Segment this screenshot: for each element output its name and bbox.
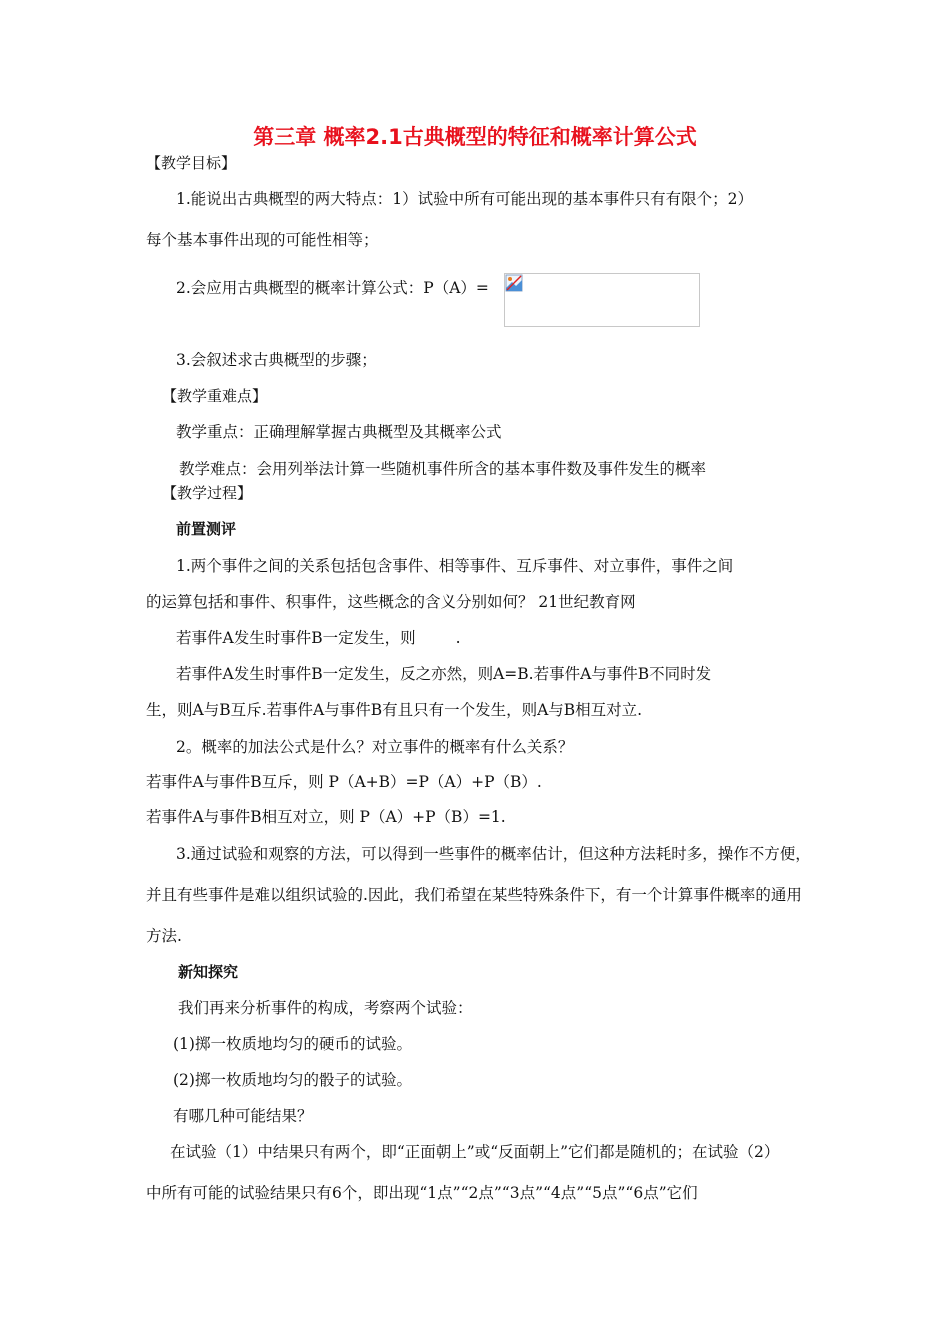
pretest-2-line-3: 若事件A与事件B相互对立，则 P（A）+P（B）=1. <box>146 808 506 826</box>
explanation-line-1: 在试验（1）中结果只有两个，即“正面朝上”或“反面朝上”它们都是随机的；在试验（2） <box>170 1143 780 1161</box>
pretest-1-line-3-end: . <box>455 629 461 647</box>
formula-image-frame <box>504 273 700 327</box>
page-title: 第三章 概率2.1古典概型的特征和概率计算公式 <box>253 125 697 149</box>
pretest-1-line-4: 若事件A发生时事件B一定发生，反之亦然，则A=B.若事件A与事件B不同时发 <box>176 665 712 683</box>
pretest-1-line-2: 的运算包括和事件、积事件，这些概念的含义分别如何？ 21世纪教育网 <box>146 593 636 611</box>
pretest-3-line-2: 并且有些事件是难以组织试验的.因此，我们希望在某些特殊条件下，有一个计算事件概率的通用 <box>146 886 802 904</box>
explanation-line-2: 中所有可能的试验结果只有6个，即出现“1点”“2点”“3点”“4点”“5点”“6点”它们 <box>146 1184 698 1202</box>
goal-2: 2.会应用古典概型的概率计算公式：P（A）= <box>176 279 489 297</box>
difficult-point: 教学难点：会用列举法计算一些随机事件所含的基本事件数及事件发生的概率 <box>179 460 707 478</box>
pretest-3-line-3: 方法. <box>146 927 182 945</box>
experiment-2: (2)掷一枚质地均匀的骰子的试验。 <box>173 1071 412 1089</box>
pretest-heading: 前置测评 <box>176 520 237 538</box>
question-results: 有哪几种可能结果？ <box>173 1107 313 1125</box>
pretest-1-line-5: 生，则A与B互斥.若事件A与事件B有且只有一个发生，则A与B相互对立. <box>146 701 643 719</box>
experiment-1: (1)掷一枚质地均匀的硬币的试验。 <box>173 1035 412 1053</box>
pretest-1-line-3 <box>176 628 461 648</box>
pretest-1-line-3-text: 若事件A发生时事件B一定发生，则 <box>176 629 416 647</box>
broken-image-icon <box>505 274 523 292</box>
key-point: 教学重点：正确理解掌握古典概型及其概率公式 <box>176 423 502 441</box>
pretest-1-line-1: 1.两个事件之间的关系包括包含事件、相等事件、互斥事件、对立事件，事件之间 <box>176 557 734 575</box>
key-heading: 【教学重难点】 <box>162 387 268 405</box>
goal-1-line-1: 1.能说出古典概型的两大特点：1）试验中所有可能出现的基本事件只有有限个；2） <box>176 190 754 208</box>
new-knowledge-heading: 新知探究 <box>178 963 239 981</box>
pretest-3-line-1: 3.通过试验和观察的方法，可以得到一些事件的概率估计，但这种方法耗时多，操作不方便， <box>176 845 811 863</box>
explore-intro: 我们再来分析事件的构成，考察两个试验： <box>178 999 473 1017</box>
goal-3: 3.会叙述求古典概型的步骤； <box>176 351 377 369</box>
process-heading: 【教学过程】 <box>162 484 253 502</box>
goal-1-line-2: 每个基本事件出现的可能性相等； <box>146 231 379 249</box>
goals-heading: 【教学目标】 <box>146 154 237 172</box>
pretest-2-line-1: 2。概率的加法公式是什么？对立事件的概率有什么关系？ <box>176 738 574 756</box>
pretest-2-line-2: 若事件A与事件B互斥，则 P（A+B）=P（A）+P（B）. <box>146 773 542 791</box>
